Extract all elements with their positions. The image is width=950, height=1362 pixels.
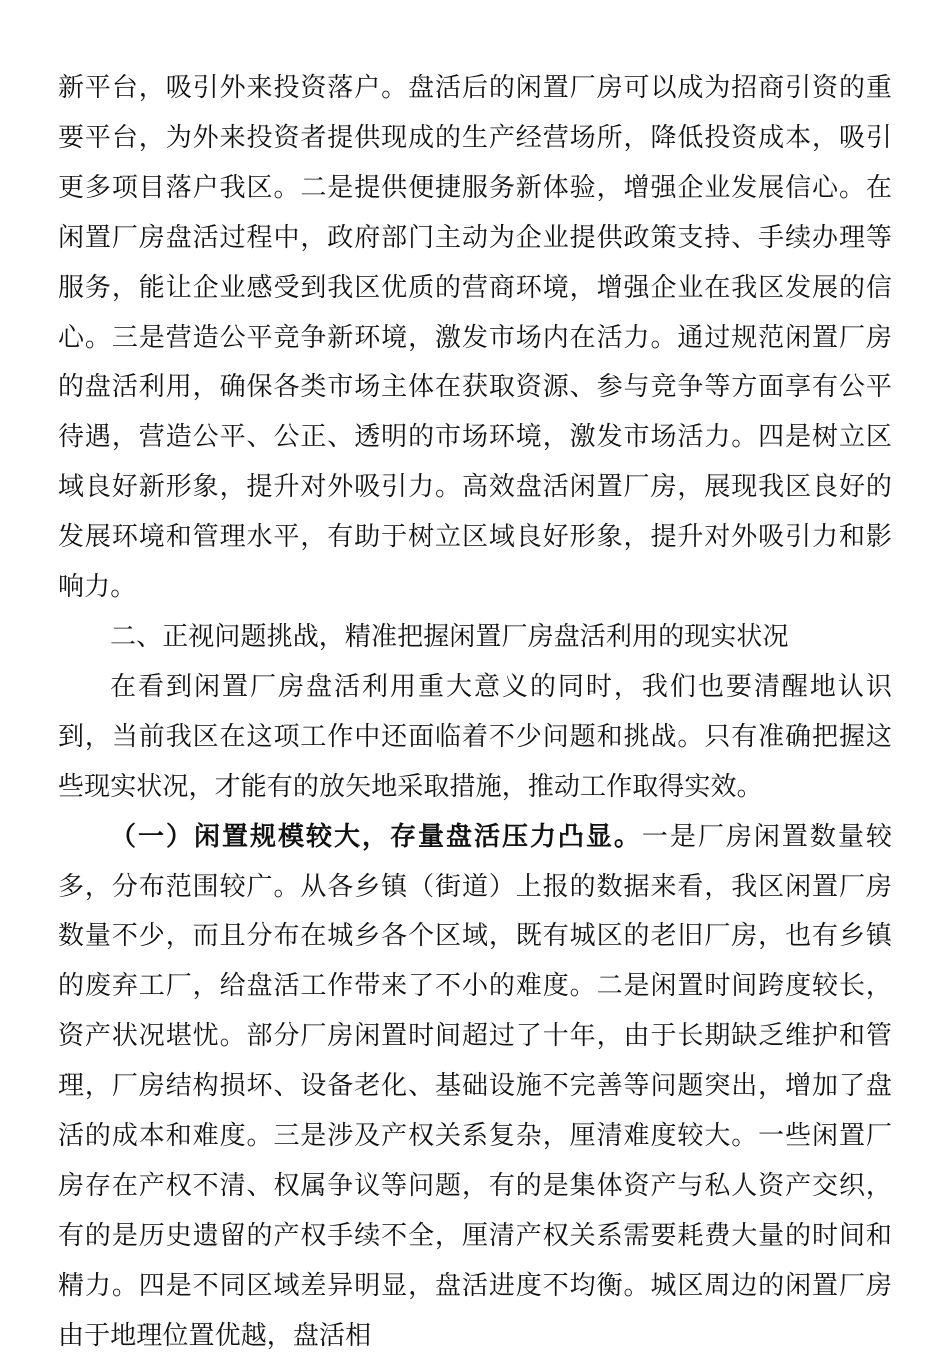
body-paragraph-subsection-1: [58, 813, 892, 1362]
section-heading: 二、正视问题挑战，精准把握闲置厂房盘活利用的现实状况: [110, 621, 789, 652]
body-paragraph-continued: 新平台，吸引外来投资落户。盘活后的闲置厂房可以成为招商引资的重要平台，为外来投资者提供现成的生产经营场所，降低投资成本，吸引更多项目落户我区。二是提供便捷服务新体验，增强企业发展信心。在闲置厂房盘活过程中，政府部门主动为企业提供政策支持、手续办理等服务，能让企业感受到我区优质的营商环境，增强企业在我区发展的信心。三是营造公平竞争新环境，激发市场内在活力。通过规范闲置厂房的盘活利用，确保各类市场主体在获取资源、参与竞争等方面享有公平待遇，营造公平、公正、透明的市场环境，激发市场活力。四是树立区域良好新形象，提升对外吸引力。高效盘活闲置厂房，展现我区良好的发展环境和管理水平，有助于树立区域良好形象，提升对外吸引力和影响力。: [58, 73, 892, 603]
subsection-body-text: 一是厂房闲置数量较多，分布范围较广。从各乡镇（街道）上报的数据来看，我区闲置厂房数量不少，而且分布在城乡各个区域，既有城区的老旧厂房，也有乡镇的废弃工厂，给盘活工作带来了不小的难度。二是闲置时间跨度较长，资产状况堪忧。部分厂房闲置时间超过了十年，由于长期缺乏维护和管理，厂房结构损坏、设备老化、基础设施不完善等问题突出，增加了盘活的成本和难度。三是涉及产权关系复杂，厘清难度较大。一些闲置厂房存在产权不清、权属争议等问题，有的是集体资产与私人资产交织，有的是历史遗留的产权手续不全，厘清产权关系需要耗费大量的时间和精力。四是不同区域差异明显，盘活进度不均衡。城区周边的闲置厂房由于地理位置优越，盘活相: [58, 821, 892, 1351]
document-page: [58, 64, 892, 1362]
body-paragraph-intro: 在看到闲置厂房盘活利用重大意义的同时，我们也要清醒地认识到，当前我区在这项工作中还面临着不少问题和挑战。只有准确把握这些现实状况，才能有的放矢地采取措施，推动工作取得实效。: [58, 671, 892, 802]
subsection-heading: （一）闲置规模较大，存量盘活压力凸显。: [110, 821, 642, 852]
